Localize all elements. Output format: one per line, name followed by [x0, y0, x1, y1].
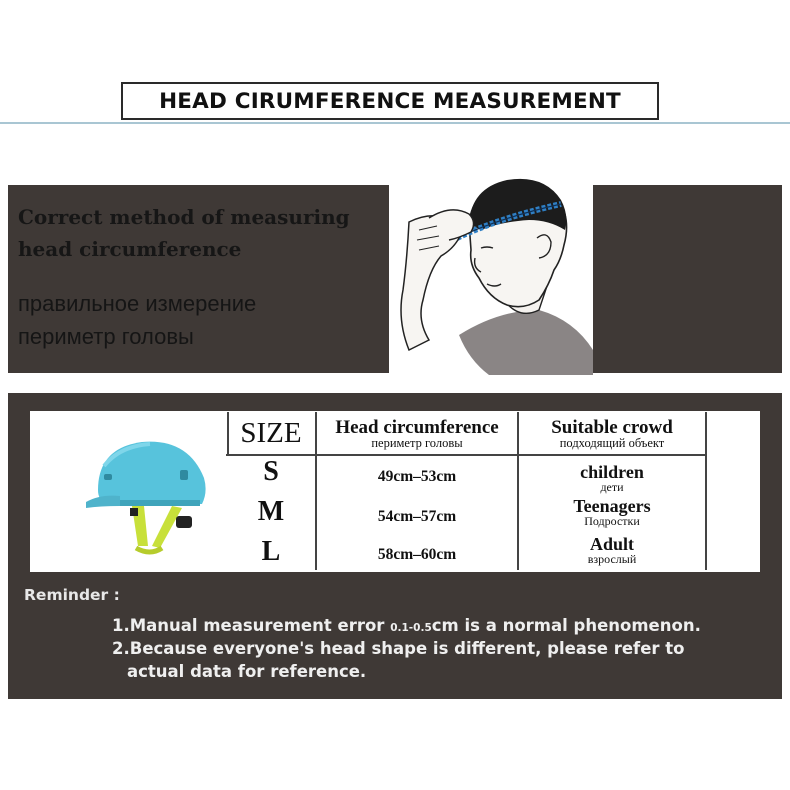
size-s: S: [263, 456, 279, 487]
reminder-line-3: actual data for reference.: [127, 662, 367, 681]
measure-heading-ru-line1: правильное измерение: [18, 291, 257, 316]
measure-heading-ru-line2: периметр головы: [18, 324, 194, 349]
crowd-s-ru: дети: [600, 480, 624, 494]
crowd-s-en: children: [580, 462, 644, 482]
reminder-line-1: [112, 616, 701, 635]
measure-heading-en-line2: head circumference: [18, 237, 242, 261]
range-l: 58cm–60cm: [377, 546, 457, 563]
head-measuring-illustration: [389, 160, 593, 375]
crowd-l-en: Adult: [589, 534, 634, 554]
table-divider-3: [705, 412, 707, 570]
crowd-m-en: Teenagers: [573, 496, 651, 516]
reminder-line-1-a: 1.Manual measurement error: [112, 616, 391, 635]
range-s: 49cm–53cm: [377, 468, 457, 485]
header-size: SIZE: [240, 417, 302, 449]
size-l: L: [261, 536, 281, 567]
measure-heading-en-line1: Correct method of measuring: [18, 205, 350, 229]
reminder-line-1-b: cm is a normal phenomenon.: [431, 616, 701, 635]
reminder-line-1-small: 0.1-0.5: [390, 622, 432, 634]
header-head-en: Head circumference: [335, 417, 499, 438]
reminder-title: Reminder :: [24, 586, 120, 604]
crowd-m-ru: Подростки: [584, 514, 640, 528]
range-m: 54cm–57cm: [377, 508, 457, 525]
crowd-l-ru: взрослый: [587, 552, 637, 566]
measure-heading-ru: [18, 287, 388, 353]
header-crowd-en: Suitable crowd: [551, 417, 673, 438]
page-title: HEAD CIRUMFERENCE MEASUREMENT: [121, 82, 659, 120]
header-head-ru: периметр головы: [371, 436, 463, 450]
measure-heading-en: [18, 201, 388, 265]
size-m: M: [257, 496, 285, 527]
measure-panel-right: [593, 185, 782, 373]
header-crowd-ru: подходящий объект: [559, 436, 665, 450]
reminder-line-2: 2.Because everyone's head shape is different, please refer to: [112, 639, 685, 658]
helmet-image: [80, 420, 220, 560]
title-underline: [0, 122, 790, 124]
